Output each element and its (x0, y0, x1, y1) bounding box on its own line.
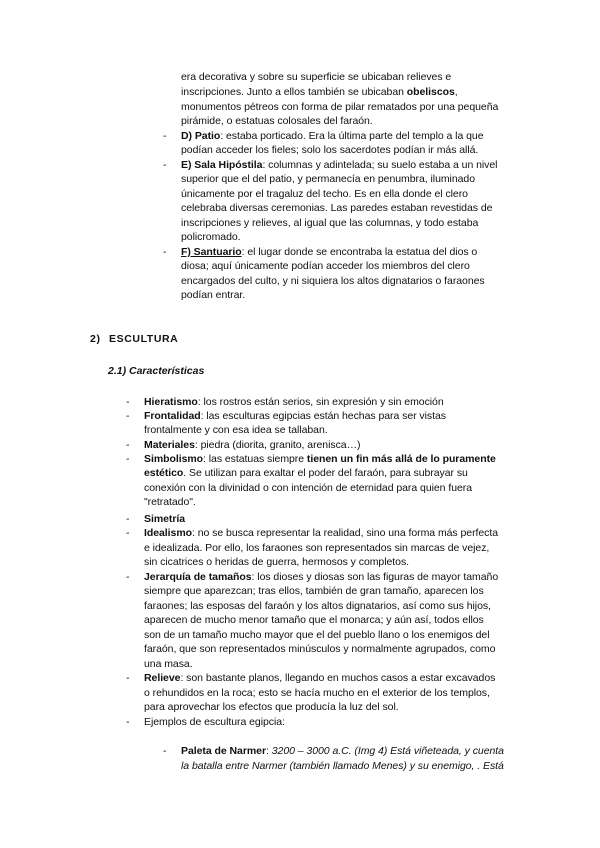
bullet-dash: - (163, 159, 167, 171)
bullet-dash: - (163, 130, 167, 142)
text-line: frontalmente y con esa idea se tallaban. (144, 424, 328, 436)
list-item-santuario: F) Santuario: el lugar donde se encontraba la estatua del dios o (181, 246, 478, 258)
materiales-label: Materiales (144, 439, 195, 451)
list-item-patio: D) Patio: estaba porticado. Era la última parte del templo a la que (181, 130, 484, 142)
text-line: era decorativa y sobre su superficie se ubicaban relieves e (181, 71, 452, 83)
text-line: siempre que aparezcan; tras ellos, también de gran tamaño, aparecen los (144, 585, 484, 597)
bullet-dash: - (126, 527, 130, 539)
bullet-dash: - (126, 453, 130, 465)
list-item-paleta-narmer: Paleta de Narmer: 3200 – 3000 a.C. (Img 4) Está viñeteada, y cuenta (181, 745, 504, 757)
text-line: sin cicatrices o heridas de guerra, hermosos y completos. (144, 556, 410, 568)
text-line: podían entrar. (181, 289, 246, 301)
list-item-ejemplos: Ejemplos de escultura egipcia: (144, 716, 285, 728)
bullet-dash: - (163, 745, 167, 757)
bullet-dash: - (126, 396, 130, 408)
text-line: estético. Se utilizan para exaltar el poder del faraón, para subrayar su (144, 467, 468, 479)
section-title: ESCULTURA (109, 333, 179, 345)
list-item-relieve: Relieve: son bastante planos, llegando en muchos casos a estar excavados (144, 672, 496, 684)
obeliscos-term: obeliscos (406, 86, 455, 98)
bullet-dash: - (126, 439, 130, 451)
text-line: inscripciones y relieves, al igual que las columnas, y todo estaba (181, 217, 479, 229)
jerarquia-label: Jerarquía de tamaños (144, 571, 252, 583)
list-item-idealismo: Idealismo: no se busca representar la realidad, sino una forma más perfecta (144, 527, 499, 539)
text-line: aparecen de mucho menor tamaño que el monarca; y aún así, todos ellos (144, 614, 484, 626)
sala-hipostila-label: E) Sala Hipóstila (181, 159, 263, 171)
section-number: 2) (90, 333, 101, 345)
list-item-sala-hipostila: E) Sala Hipóstila: columnas y adintelada; su suelo estaba a un nivel (181, 159, 498, 171)
simbolismo-label: Simbolismo (144, 453, 204, 465)
text-line: faraón, que son representados minúsculos y normalmente agrupados, como (144, 643, 496, 655)
text-line: policromado. (181, 231, 241, 243)
bullet-dash: - (126, 672, 130, 684)
text-line: faraones; las esposas del faraón y los altos dignatarios, así como sus hijos, (144, 600, 491, 612)
bullet-dash: - (126, 410, 130, 422)
text-line: únicamente por el tragaluz del techo. Es en ella donde el clero (181, 188, 468, 200)
text-line: encargados del culto, y ni siquiera los altos dignatarios o faraones (181, 275, 485, 287)
list-item-simbolismo: Simbolismo: las estatuas siempre tienen un fin más allá de lo puramente (144, 453, 496, 465)
text-line: son de un tamaño mucho mayor que el del pueblo llano o los enemigos del (144, 629, 490, 641)
text-line: superior que el del patio, y permanecía en penumbra, iluminado (181, 173, 475, 185)
simetria-label: Simetría (144, 513, 186, 525)
bullet-dash: - (126, 571, 130, 583)
relieve-label: Relieve (144, 672, 181, 684)
bullet-dash: - (126, 513, 130, 525)
text-line: "retratado". (144, 496, 196, 508)
hieratismo-label: Hieratismo (144, 396, 198, 408)
text-line: conexión con la divinidad o con intención de eternidad para quien fuera (144, 482, 473, 494)
list-item-materiales: Materiales: piedra (diorita, granito, arenisca…) (144, 439, 361, 451)
text-line: pirámide, o estatuas colosales del faraón. (181, 115, 373, 127)
list-item-jerarquia: Jerarquía de tamaños: los dioses y diosas son las figuras de mayor tamaño (144, 571, 499, 583)
list-item-hieratismo: Hieratismo: los rostros están serios, sin expresión y sin emoción (144, 396, 444, 408)
text-line: o rehundidos en la roca; esto se hacía mucho en el exterior de los templos, (144, 687, 490, 699)
text-line: una masa. (144, 658, 193, 670)
subsection-title: 2.1) Características (108, 365, 205, 377)
patio-label: D) Patio (181, 130, 221, 142)
bullet-dash: - (126, 716, 130, 728)
text-line: celebraba diversas ceremonias. Las paredes estaban revestidas de (181, 202, 493, 214)
list-item-frontalidad: Frontalidad: las esculturas egipcias están hechas para ser vistas (144, 410, 446, 422)
text-line: para aprovechar los efectos que producía la luz del sol. (144, 701, 399, 713)
santuario-label: F) Santuario (181, 246, 242, 258)
text-line: la batalla entre Narmer (también llamado Menes) y su enemigo, . Está (181, 760, 504, 772)
bullet-dash: - (163, 246, 167, 258)
text-line: diosa; aquí únicamente podían acceder los miembros del clero (181, 260, 470, 272)
list-item-simetria (144, 512, 185, 527)
text-line: e idealizada. Por ello, los faraones son representados sin marcas de vejez, (144, 542, 490, 554)
text-line: inscripciones. Junto a ellos también se ubicaban obeliscos, (181, 86, 458, 98)
idealismo-label: Idealismo (144, 527, 192, 539)
paleta-narmer-label: Paleta de Narmer (181, 745, 266, 757)
text-line: podían acceder los fieles; solo los sacerdotes podían ir más allá. (181, 144, 479, 156)
text-line: monumentos pétreos con forma de pilar rematados por una pequeña (181, 101, 499, 113)
frontalidad-label: Frontalidad (144, 410, 201, 422)
